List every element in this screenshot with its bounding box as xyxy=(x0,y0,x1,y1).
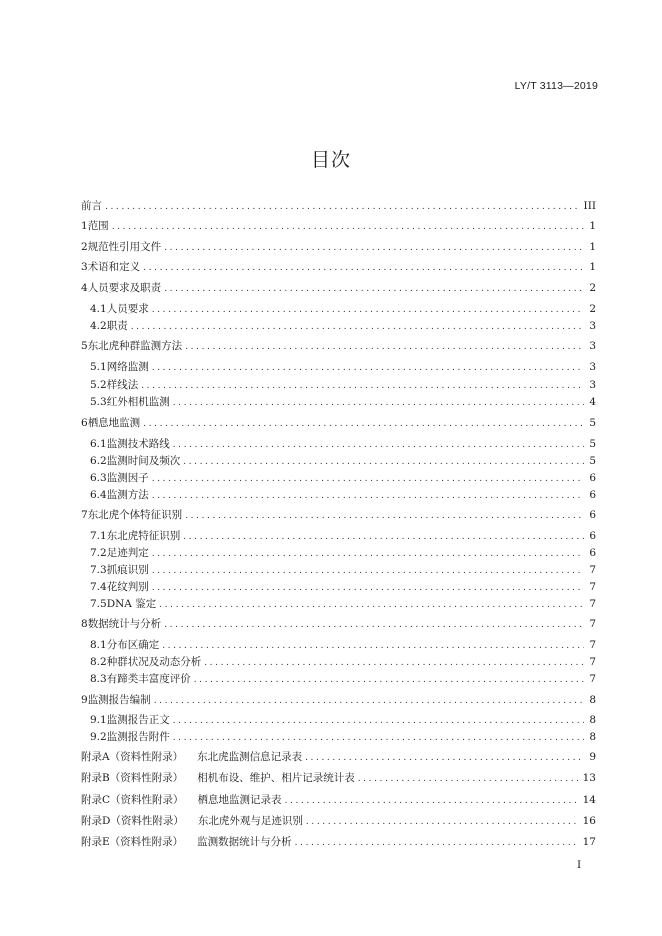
dot-leader xyxy=(173,714,584,728)
dot-leader xyxy=(143,417,584,431)
dot-leader xyxy=(105,200,580,214)
dot-leader xyxy=(164,241,584,255)
toc-item-number: 4.1 xyxy=(90,303,107,315)
toc-item-title: 有蹄类丰富度评价 xyxy=(106,673,191,685)
toc-item[interactable] xyxy=(81,260,596,274)
dot-leader xyxy=(358,772,579,786)
toc-item-page: 7 xyxy=(589,656,596,668)
toc-item-title: 相机布设、维护、相片记录统计表 xyxy=(197,772,355,784)
dot-leader xyxy=(162,639,584,653)
toc-item-number: 8.2 xyxy=(90,656,107,668)
toc-item-title: DNA 鉴定 xyxy=(106,598,157,610)
toc-item-title: 花纹判别 xyxy=(106,581,149,593)
dot-leader xyxy=(185,340,584,354)
dot-leader xyxy=(152,564,584,578)
toc-item-number: 6.2 xyxy=(90,455,107,467)
toc-item-number: 5.2 xyxy=(90,379,107,391)
toc-item-page: 5 xyxy=(589,438,596,450)
dot-leader xyxy=(152,547,584,561)
toc-item-page: 13 xyxy=(582,772,596,784)
toc-item[interactable] xyxy=(90,302,596,316)
toc-item[interactable] xyxy=(81,199,596,213)
toc-item[interactable] xyxy=(90,672,596,686)
toc-item-title: 监测方法 xyxy=(106,489,149,501)
toc-item-title: 监测因子 xyxy=(106,472,149,484)
toc-item-number: 附录C（资料性附录） xyxy=(81,794,184,806)
dot-leader xyxy=(152,581,584,595)
toc-item-page: 2 xyxy=(589,303,596,315)
toc-item[interactable] xyxy=(90,395,596,409)
toc-item-title: 足迹判定 xyxy=(106,547,149,559)
toc-item[interactable] xyxy=(81,508,596,522)
toc-item-page: 7 xyxy=(589,581,596,593)
dot-leader xyxy=(295,836,579,850)
dot-leader xyxy=(152,489,584,503)
standard-code: LY/T 3113—2019 xyxy=(514,80,598,92)
toc-item-page: 7 xyxy=(589,673,596,685)
toc-item-number: 5.3 xyxy=(90,396,107,408)
dot-leader xyxy=(194,673,584,687)
toc-item-page: 7 xyxy=(589,618,596,630)
toc-item[interactable] xyxy=(90,546,596,560)
toc-item-title: 前言 xyxy=(81,200,102,212)
toc-item-title: 监测报告编制 xyxy=(87,694,151,706)
toc-item[interactable] xyxy=(81,339,596,353)
dot-leader xyxy=(152,303,584,317)
toc-item[interactable] xyxy=(90,655,596,669)
dot-leader xyxy=(204,656,584,670)
toc-item-page: 5 xyxy=(589,417,596,429)
toc-item-title: 监测报告附件 xyxy=(106,731,170,743)
dot-leader xyxy=(131,320,584,334)
dot-leader xyxy=(143,261,584,275)
dot-leader xyxy=(164,282,584,296)
toc-item-title: 种群状况及动态分析 xyxy=(106,656,202,668)
toc-item-number: 5.1 xyxy=(90,361,107,373)
dot-leader xyxy=(173,396,584,410)
toc-item[interactable] xyxy=(81,693,596,707)
dot-leader xyxy=(173,731,584,745)
toc-item-page: 3 xyxy=(589,340,596,352)
toc-item[interactable] xyxy=(90,319,596,333)
dot-leader xyxy=(152,472,584,486)
dot-leader xyxy=(185,509,584,523)
toc-item-number: 8.1 xyxy=(90,639,107,651)
toc-item-page: 6 xyxy=(589,547,596,559)
toc-item-title: 东北虎监测信息记录表 xyxy=(197,751,303,763)
toc-item-page: 4 xyxy=(589,396,596,408)
toc-item-number: 9 xyxy=(81,694,88,706)
toc-item-page: 1 xyxy=(589,241,596,253)
dot-leader xyxy=(112,220,584,234)
toc-appendix-item[interactable] xyxy=(81,771,596,785)
toc-item-page: 6 xyxy=(589,472,596,484)
toc-item-number: 7.1 xyxy=(90,530,107,542)
dot-leader xyxy=(141,379,584,393)
dot-leader xyxy=(306,815,579,829)
toc-item-page: III xyxy=(583,200,596,212)
toc-item-page: 7 xyxy=(589,639,596,651)
toc-item[interactable] xyxy=(90,597,596,611)
toc-item-title: 监测数据统计与分析 xyxy=(197,836,292,848)
toc-item[interactable] xyxy=(90,638,596,652)
toc-item-number: 附录B（资料性附录） xyxy=(81,772,184,784)
toc-item-page: 8 xyxy=(589,694,596,706)
toc-item-page: 3 xyxy=(589,379,596,391)
toc-item-title: 监测时间及频次 xyxy=(106,455,181,467)
toc-item-title: 东北虎外观与足迹识别 xyxy=(197,815,303,827)
toc-item[interactable] xyxy=(90,529,596,543)
toc-item-number: 6.4 xyxy=(90,489,107,501)
toc-item-title: 东北虎个体特征识别 xyxy=(87,509,183,521)
toc-item-number: 7.3 xyxy=(90,564,107,576)
toc-item-page: 6 xyxy=(589,530,596,542)
toc-item-title: 监测报告正文 xyxy=(106,714,170,726)
toc-item[interactable] xyxy=(90,713,596,727)
toc-item-title: 范围 xyxy=(87,220,109,232)
toc-item-title: 分布区确定 xyxy=(106,639,160,651)
toc-item[interactable] xyxy=(81,240,596,254)
toc-item-number: 6 xyxy=(81,417,88,429)
toc-item-number: 6.1 xyxy=(90,438,107,450)
dot-leader xyxy=(183,455,584,469)
dot-leader xyxy=(305,751,584,765)
toc-item-number: 7 xyxy=(81,509,88,521)
toc-item-number: 7.4 xyxy=(90,581,107,593)
toc-item-page: 17 xyxy=(582,836,596,848)
toc-item-title: 术语和定义 xyxy=(87,261,141,273)
toc-item-page: 6 xyxy=(589,489,596,501)
toc-appendix-item[interactable] xyxy=(81,814,596,828)
toc-item[interactable] xyxy=(90,471,596,485)
dot-leader xyxy=(285,794,579,808)
toc-item-title: 规范性引用文件 xyxy=(87,241,162,253)
toc-item[interactable] xyxy=(90,378,596,392)
toc-item-title: 抓痕识别 xyxy=(106,564,149,576)
toc-item-title: 东北虎种群监测方法 xyxy=(87,340,183,352)
toc-item-number: 6.3 xyxy=(90,472,107,484)
toc-item-title: 人员要求 xyxy=(106,303,149,315)
toc-appendix-item[interactable] xyxy=(81,750,596,764)
toc-item[interactable] xyxy=(81,219,596,233)
toc-item-page: 3 xyxy=(589,320,596,332)
toc-item-page: 16 xyxy=(582,815,596,827)
toc-item-page: 1 xyxy=(589,220,596,232)
toc-item-number: 4 xyxy=(81,282,88,294)
toc-item-number: 1 xyxy=(81,220,88,232)
toc-item-number: 5 xyxy=(81,340,88,352)
toc-item[interactable] xyxy=(90,437,596,451)
toc-appendix-item[interactable] xyxy=(81,793,596,807)
toc-item[interactable] xyxy=(81,281,596,295)
toc-appendix-item[interactable] xyxy=(81,835,596,849)
dot-leader xyxy=(164,618,584,632)
toc-item-page: 8 xyxy=(589,731,596,743)
toc-item[interactable] xyxy=(81,416,596,430)
toc-item-number: 附录E（资料性附录） xyxy=(81,836,184,848)
toc-item-page: 14 xyxy=(582,794,596,806)
toc-item-page: 5 xyxy=(589,455,596,467)
toc-item-page: 2 xyxy=(589,282,596,294)
dot-leader xyxy=(152,361,584,375)
toc-item-title: 样线法 xyxy=(106,379,139,391)
toc-item-title: 数据统计与分析 xyxy=(87,618,162,630)
toc-item-number: 8 xyxy=(81,618,88,630)
toc-item-title: 栖息地监测记录表 xyxy=(197,794,282,806)
toc-item-number: 8.3 xyxy=(90,673,107,685)
toc-item-page: 6 xyxy=(589,509,596,521)
toc-item-number: 3 xyxy=(81,261,88,273)
toc-item-title: 红外相机监测 xyxy=(106,396,170,408)
toc-item-page: 8 xyxy=(589,714,596,726)
toc-item[interactable] xyxy=(90,580,596,594)
dot-leader xyxy=(183,530,584,544)
toc-item-page: 3 xyxy=(589,361,596,373)
toc-item-page: 7 xyxy=(589,564,596,576)
toc-item-title: 职责 xyxy=(106,320,128,332)
toc-item[interactable] xyxy=(81,617,596,631)
toc-item-number: 7.2 xyxy=(90,547,107,559)
toc-item[interactable] xyxy=(90,454,596,468)
toc-item[interactable] xyxy=(90,488,596,502)
toc-item-page: 9 xyxy=(589,751,596,763)
toc-item-number: 9.2 xyxy=(90,731,107,743)
toc-item-number: 附录D（资料性附录） xyxy=(81,815,184,827)
toc-item-title: 栖息地监测 xyxy=(87,417,141,429)
toc-item-number: 4.2 xyxy=(90,320,107,332)
toc-item[interactable] xyxy=(90,360,596,374)
toc-item-title: 东北虎特征识别 xyxy=(106,530,181,542)
toc-item[interactable] xyxy=(90,730,596,744)
dot-leader xyxy=(173,438,584,452)
toc-item-title: 网络监测 xyxy=(106,361,149,373)
toc-item-title: 监测技术路线 xyxy=(106,438,170,450)
toc-item[interactable] xyxy=(90,563,596,577)
toc-item-number: 7.5 xyxy=(90,598,107,610)
toc-item-title: 人员要求及职责 xyxy=(87,282,162,294)
toc-item-number: 2 xyxy=(81,241,88,253)
dot-leader xyxy=(154,694,584,708)
page-title: 目次 xyxy=(310,149,351,171)
toc-item-number: 9.1 xyxy=(90,714,107,726)
dot-leader xyxy=(159,598,584,612)
toc-item-page: 1 xyxy=(589,261,596,273)
toc-item-page: 7 xyxy=(589,598,596,610)
page-number: I xyxy=(577,859,582,871)
toc-item-number: 附录A（资料性附录） xyxy=(81,751,184,763)
